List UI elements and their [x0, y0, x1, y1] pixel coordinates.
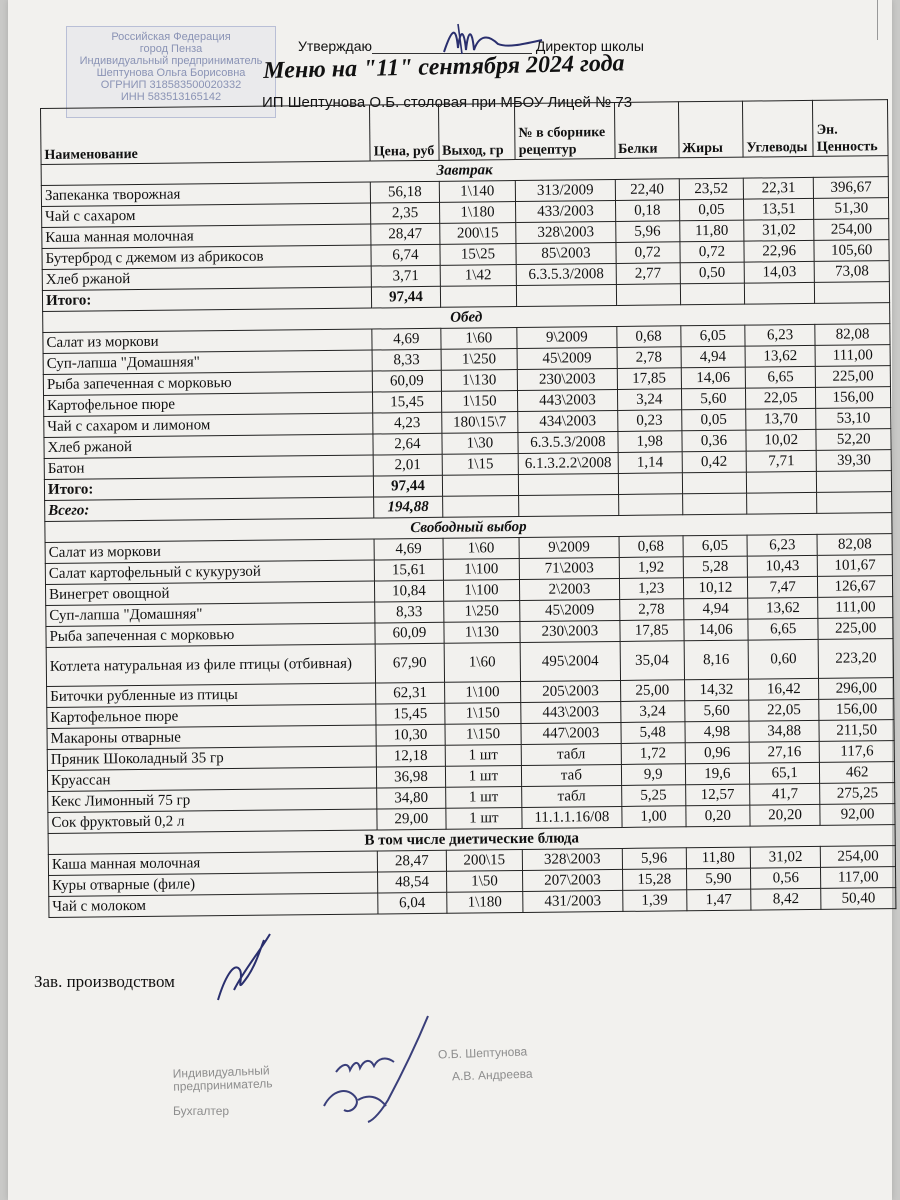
recipe-no-cell: 447\2003 — [521, 722, 621, 744]
empty-cell — [817, 471, 892, 493]
protein-cell: 1,23 — [619, 578, 683, 600]
yield-cell: 200\15 — [439, 223, 516, 245]
dish-name-cell: Картофельное пюре — [44, 392, 373, 416]
empty-cell — [517, 284, 617, 306]
recipe-no-cell: 45\2009 — [520, 599, 620, 621]
empty-cell — [618, 494, 682, 516]
protein-cell: 17,85 — [619, 620, 683, 642]
protein-cell: 3,24 — [617, 389, 681, 411]
yield-cell: 1\180 — [446, 891, 523, 913]
energy-cell: 396,67 — [814, 177, 889, 199]
recipe-no-cell: 6.3.5.3/2008 — [516, 263, 616, 285]
dish-name-cell: Каша манная молочная — [42, 224, 371, 248]
energy-cell: 225,00 — [818, 618, 893, 640]
energy-cell: 225,00 — [816, 366, 891, 388]
price-cell: 34,80 — [377, 787, 446, 809]
empty-cell — [682, 493, 746, 515]
dish-name-cell: Суп-лапша "Домашняя" — [46, 602, 375, 626]
total-label: Итого: — [42, 287, 371, 311]
dish-name-cell: Рыба запеченная с морковью — [43, 371, 372, 395]
fat-cell: 11,80 — [679, 220, 743, 242]
dish-name-cell: Винегрет овощной — [45, 581, 374, 605]
fat-cell: 5,90 — [686, 868, 750, 890]
dish-name-cell: Каша манная молочная — [48, 851, 377, 875]
director-label: Директор школы — [535, 38, 644, 54]
yield-cell: 1\42 — [440, 265, 517, 287]
total-label: Итого: — [44, 476, 373, 500]
fat-cell: 0,72 — [680, 241, 744, 263]
recipe-no-cell: 9\2009 — [519, 536, 619, 558]
carbs-cell: 10,43 — [747, 555, 818, 577]
page-edge — [877, 0, 878, 40]
total-value: 194,88 — [374, 496, 443, 518]
empty-cell — [616, 284, 680, 306]
yield-cell: 1\130 — [441, 370, 518, 392]
protein-cell: 5,96 — [622, 848, 686, 870]
dish-name-cell: Салат из моркови — [45, 539, 374, 563]
yield-cell: 1\130 — [444, 622, 521, 644]
dish-name-cell: Суп-лапша "Домашняя" — [43, 350, 372, 374]
protein-cell: 25,00 — [620, 680, 684, 702]
stamp-line: город Пенза — [139, 43, 203, 55]
protein-cell: 0,72 — [616, 242, 680, 264]
dish-name-cell: Запеканка творожная — [41, 182, 370, 206]
yield-cell: 1\140 — [439, 181, 516, 203]
yield-cell: 1\250 — [443, 601, 520, 623]
carbs-cell: 22,31 — [743, 177, 814, 199]
dish-name-cell: Хлеб ржаной — [42, 266, 371, 290]
carbs-cell: 6,65 — [748, 618, 819, 640]
yield-cell: 1 шт — [445, 765, 522, 787]
fat-cell: 0,36 — [682, 430, 746, 452]
energy-cell: 296,00 — [819, 678, 894, 700]
yield-cell: 1 шт — [445, 807, 522, 829]
fat-cell: 23,52 — [679, 178, 743, 200]
dish-name-cell: Салат из моркови — [43, 329, 372, 353]
dish-name-cell: Котлета натуральная из филе птицы (отбивная) — [46, 644, 376, 686]
price-cell: 10,30 — [376, 724, 445, 746]
price-cell: 2,35 — [371, 202, 440, 224]
footer-signatures — [308, 1010, 438, 1130]
recipe-no-cell: табл — [521, 743, 621, 765]
energy-cell: 111,00 — [815, 345, 890, 367]
energy-cell: 462 — [820, 762, 895, 784]
protein-cell: 0,68 — [619, 536, 683, 558]
fat-cell: 1,47 — [687, 889, 751, 911]
yield-cell: 1\50 — [446, 870, 523, 892]
dish-name-cell: Биточки рубленные из птицы — [47, 683, 376, 707]
price-cell: 6,04 — [378, 892, 447, 914]
dish-name-cell: Батон — [44, 455, 373, 479]
price-cell: 28,47 — [378, 850, 447, 872]
recipe-no-cell: 230\2003 — [517, 368, 617, 390]
dish-name-cell: Макароны отварные — [47, 725, 376, 749]
yield-cell: 1\150 — [441, 391, 518, 413]
menu-table-body — [41, 156, 896, 918]
price-cell: 60,09 — [375, 622, 444, 644]
recipe-no-cell: 434\2003 — [518, 410, 618, 432]
price-cell: 8,33 — [372, 349, 441, 371]
protein-cell: 3,24 — [620, 701, 684, 723]
stamp-line: Российская Федерация — [111, 31, 231, 43]
energy-cell: 105,60 — [814, 240, 889, 262]
carbs-cell: 0,56 — [750, 867, 821, 889]
dish-name-cell: Рыба запеченная с морковью — [46, 623, 375, 647]
carbs-cell: 20,20 — [750, 804, 821, 826]
recipe-no-cell: 6.1.3.2.2\2008 — [518, 452, 618, 474]
price-cell: 10,84 — [375, 580, 444, 602]
empty-cell — [682, 472, 746, 494]
fat-cell: 0,96 — [685, 742, 749, 764]
protein-cell: 5,48 — [621, 722, 685, 744]
carbs-cell: 10,02 — [746, 429, 817, 451]
carbs-cell: 31,02 — [750, 846, 821, 868]
dish-name-cell: Бутерброд с джемом из абрикосов — [42, 245, 371, 269]
recipe-no-cell: табл — [522, 785, 622, 807]
price-cell: 15,61 — [375, 559, 444, 581]
recipe-no-cell: 207\2003 — [523, 869, 623, 891]
protein-cell: 5,96 — [615, 221, 679, 243]
energy-cell: 82,08 — [815, 324, 890, 346]
fat-cell: 8,16 — [684, 640, 749, 680]
carbs-cell: 8,42 — [751, 888, 822, 910]
fat-cell: 0,20 — [686, 805, 750, 827]
carbs-cell: 6,23 — [745, 324, 816, 346]
yield-cell: 1\100 — [444, 681, 521, 703]
fat-cell: 5,28 — [683, 556, 747, 578]
protein-cell: 0,23 — [617, 410, 681, 432]
price-cell: 2,01 — [373, 454, 442, 476]
carbs-cell: 0,60 — [748, 639, 819, 679]
empty-cell — [519, 473, 619, 495]
recipe-no-cell: 443\2003 — [518, 389, 618, 411]
energy-cell: 50,40 — [821, 888, 896, 910]
recipe-no-cell: 9\2009 — [517, 326, 617, 348]
fat-cell: 14,06 — [681, 367, 745, 389]
recipe-no-cell: 313/2009 — [515, 179, 615, 201]
yield-cell: 1\100 — [443, 580, 520, 602]
carbs-cell: 34,88 — [749, 720, 820, 742]
protein-cell: 1,00 — [621, 806, 685, 828]
price-cell: 3,71 — [371, 265, 440, 287]
ip-name: О.Б. Шептунова — [437, 1044, 528, 1062]
dish-name-cell: Картофельное пюре — [47, 704, 376, 728]
recipe-no-cell: 45\2009 — [517, 347, 617, 369]
yield-cell: 200\15 — [446, 849, 523, 871]
col-header-energy: Эн. Ценность — [813, 100, 888, 157]
section-title: Обед — [43, 303, 890, 333]
fat-cell: 11,80 — [686, 847, 750, 869]
protein-cell: 1,14 — [618, 452, 682, 474]
price-cell: 2,64 — [373, 433, 442, 455]
fat-cell: 0,05 — [681, 409, 745, 431]
protein-cell: 0,18 — [615, 200, 679, 222]
empty-cell — [618, 473, 682, 495]
protein-cell: 5,25 — [621, 785, 685, 807]
energy-cell: 117,00 — [821, 867, 896, 889]
recipe-no-cell: 431/2003 — [523, 890, 623, 912]
price-cell: 4,23 — [373, 412, 442, 434]
price-cell: 60,09 — [373, 370, 442, 392]
empty-cell — [815, 282, 890, 304]
energy-cell: 53,10 — [816, 408, 891, 430]
fat-cell: 6,05 — [681, 325, 745, 347]
price-cell: 6,74 — [371, 244, 440, 266]
carbs-cell: 14,03 — [744, 261, 815, 283]
dish-name-cell: Чай с сахаром — [42, 203, 371, 227]
total-value: 97,44 — [372, 286, 441, 308]
ip-label-line: Индивидуальный — [172, 1063, 270, 1081]
energy-cell: 223,20 — [818, 639, 893, 679]
dish-name-cell: Пряник Шоколадный 35 гр — [47, 746, 376, 770]
manager-signature — [204, 930, 284, 1010]
price-cell: 8,33 — [375, 601, 444, 623]
fat-cell: 4,98 — [685, 721, 749, 743]
carbs-cell: 65,1 — [749, 762, 820, 784]
carbs-cell: 31,02 — [744, 219, 815, 241]
price-cell: 12,18 — [376, 745, 445, 767]
dish-name-cell: Сок фруктовый 0,2 л — [48, 809, 377, 833]
yield-cell: 1\15 — [442, 454, 519, 476]
empty-cell — [442, 475, 519, 497]
company-stamp — [66, 26, 276, 118]
yield-cell: 1\100 — [443, 559, 520, 581]
energy-cell: 211,50 — [819, 720, 894, 742]
protein-cell: 22,40 — [615, 179, 679, 201]
protein-cell: 15,28 — [622, 869, 686, 891]
empty-cell — [519, 494, 619, 516]
fat-cell: 0,50 — [680, 262, 744, 284]
dish-name-cell: Круассан — [47, 767, 376, 791]
carbs-cell: 22,05 — [749, 699, 820, 721]
carbs-cell: 41,7 — [750, 783, 821, 805]
protein-cell: 2,78 — [619, 599, 683, 621]
energy-cell: 101,67 — [818, 555, 893, 577]
stamp-line: Индивидуальный предприниматель — [79, 55, 263, 67]
carbs-cell: 6,23 — [747, 534, 818, 556]
recipe-no-cell: 11.1.1.16/08 — [522, 806, 622, 828]
recipe-no-cell: 6.3.5.3/2008 — [518, 431, 618, 453]
dish-name-cell: Куры отварные (филе) — [49, 872, 378, 896]
dish-name-cell: Салат картофельный с кукурузой — [45, 560, 374, 584]
energy-cell: 254,00 — [814, 219, 889, 241]
protein-cell: 1,72 — [621, 743, 685, 765]
price-cell: 4,69 — [374, 538, 443, 560]
fat-cell: 0,42 — [682, 451, 746, 473]
carbs-cell: 7,47 — [747, 576, 818, 598]
carbs-cell: 6,65 — [745, 366, 816, 388]
protein-cell: 0,68 — [616, 326, 680, 348]
yield-cell: 1\150 — [445, 723, 522, 745]
energy-cell: 126,67 — [818, 576, 893, 598]
empty-cell — [817, 492, 892, 514]
dish-name-cell: Кекс Лимонный 75 гр — [48, 788, 377, 812]
fat-cell: 19,6 — [685, 763, 749, 785]
yield-cell: 1\60 — [444, 642, 521, 682]
total-label: Всего: — [45, 497, 374, 521]
energy-cell: 117,6 — [820, 741, 895, 763]
recipe-no-cell: 328\2003 — [516, 221, 616, 243]
carbs-cell: 13,70 — [746, 408, 817, 430]
energy-cell: 73,08 — [815, 261, 890, 283]
section-title: Свободный выбор — [45, 513, 892, 543]
production-manager-label: Зав. производством — [34, 972, 175, 991]
price-cell: 28,47 — [371, 223, 440, 245]
col-header-protein: Белки — [614, 102, 679, 159]
recipe-no-cell: 230\2003 — [520, 620, 620, 642]
stamp-line: ОГРНИП 318583500020332 — [100, 79, 242, 91]
col-header-yield: Выход, гр — [438, 104, 515, 161]
recipe-no-cell: таб — [522, 764, 622, 786]
col-header-price: Цена, руб — [370, 104, 439, 161]
col-header-carbs: Углеводы — [742, 100, 813, 157]
empty-cell — [442, 496, 519, 518]
protein-cell: 1,92 — [619, 557, 683, 579]
protein-cell: 9,9 — [621, 764, 685, 786]
yield-cell: 1 шт — [445, 786, 522, 808]
fat-cell: 4,94 — [681, 346, 745, 368]
stamp-line: ИНН 583513165142 — [120, 91, 222, 103]
yield-cell: 1\150 — [444, 702, 521, 724]
page-subtitle: ИП Шептунова О.Б. столовая при МБОУ Лицей № 73 — [262, 94, 633, 111]
col-header-fat: Жиры — [678, 101, 743, 158]
fat-cell: 14,32 — [684, 679, 748, 701]
energy-cell: 92,00 — [820, 804, 895, 826]
recipe-no-cell: 495\2004 — [520, 641, 620, 681]
yield-cell: 1 шт — [445, 744, 522, 766]
energy-cell: 51,30 — [814, 198, 889, 220]
protein-cell: 2,78 — [617, 347, 681, 369]
accountant-name: А.В. Андреева — [451, 1066, 533, 1084]
protein-cell: 1,98 — [618, 431, 682, 453]
carbs-cell: 27,16 — [749, 741, 820, 763]
fat-cell: 0,05 — [679, 199, 743, 221]
recipe-no-cell: 2\2003 — [520, 578, 620, 600]
energy-cell: 156,00 — [819, 699, 894, 721]
section-title: В том числе диетические блюда — [48, 825, 895, 855]
menu-table — [40, 99, 896, 918]
empty-cell — [747, 492, 818, 514]
empty-cell — [746, 471, 817, 493]
recipe-no-cell: 328\2003 — [522, 848, 622, 870]
yield-cell: 1\60 — [443, 538, 520, 560]
price-cell: 15,45 — [376, 703, 445, 725]
section-title: Завтрак — [41, 156, 888, 186]
energy-cell: 275,25 — [820, 783, 895, 805]
recipe-no-cell: 443\2003 — [521, 701, 621, 723]
yield-cell: 1\30 — [442, 433, 519, 455]
carbs-cell: 22,05 — [745, 387, 816, 409]
price-cell: 48,54 — [378, 871, 447, 893]
carbs-cell: 7,71 — [746, 450, 817, 472]
energy-cell: 156,00 — [816, 387, 891, 409]
price-cell: 4,69 — [372, 328, 441, 350]
price-cell: 36,98 — [377, 766, 446, 788]
stamp-line: Шептунова Ольга Борисовна — [96, 67, 246, 79]
empty-cell — [744, 282, 815, 304]
empty-cell — [680, 283, 744, 305]
ip-label-line: предприниматель — [172, 1076, 273, 1094]
yield-cell: 15\25 — [440, 244, 517, 266]
protein-cell: 2,77 — [616, 263, 680, 285]
price-cell: 62,31 — [376, 682, 445, 704]
approval-label: Утверждаю — [298, 38, 372, 54]
yield-cell: 1\180 — [439, 202, 516, 224]
carbs-cell: 13,51 — [743, 198, 814, 220]
protein-cell: 17,85 — [617, 368, 681, 390]
document-sheet — [8, 0, 892, 1200]
dish-name-cell: Чай с молоком — [49, 893, 378, 917]
total-value: 97,44 — [374, 475, 443, 497]
carbs-cell: 13,62 — [745, 345, 816, 367]
dish-name-cell: Чай с сахаром и лимоном — [44, 413, 373, 437]
energy-cell: 52,20 — [816, 429, 891, 451]
yield-cell: 1\60 — [440, 328, 517, 350]
carbs-cell: 16,42 — [748, 678, 819, 700]
yield-cell: 180\15\7 — [441, 412, 518, 434]
yield-cell: 1\250 — [441, 349, 518, 371]
protein-cell: 35,04 — [620, 641, 685, 681]
page-title: Меню на "11" сентября 2024 года — [263, 50, 625, 84]
carbs-cell: 13,62 — [748, 597, 819, 619]
price-cell: 29,00 — [377, 808, 446, 830]
recipe-no-cell: 205\2003 — [521, 680, 621, 702]
price-cell: 67,90 — [375, 643, 444, 683]
fat-cell: 4,94 — [683, 598, 747, 620]
fat-cell: 10,12 — [683, 577, 747, 599]
accountant-label: Бухгалтер — [173, 1104, 230, 1118]
energy-cell: 111,00 — [818, 597, 893, 619]
energy-cell: 254,00 — [821, 846, 896, 868]
menu-table-wrap — [40, 99, 896, 918]
energy-cell: 39,30 — [817, 450, 892, 472]
recipe-no-cell: 433/2003 — [516, 200, 616, 222]
col-header-name: Наименование — [41, 105, 371, 164]
carbs-cell: 22,96 — [744, 240, 815, 262]
empty-cell — [440, 286, 517, 308]
fat-cell: 5,60 — [685, 700, 749, 722]
energy-cell: 82,08 — [817, 534, 892, 556]
fat-cell: 6,05 — [683, 535, 747, 557]
price-cell: 15,45 — [373, 391, 442, 413]
price-cell: 56,18 — [371, 181, 440, 203]
protein-cell: 1,39 — [622, 890, 686, 912]
recipe-no-cell: 71\2003 — [519, 557, 619, 579]
fat-cell: 14,06 — [684, 619, 748, 641]
recipe-no-cell: 85\2003 — [516, 242, 616, 264]
fat-cell: 12,57 — [685, 784, 749, 806]
col-header-recipe: № в сборнике рецептур — [515, 102, 615, 159]
fat-cell: 5,60 — [681, 388, 745, 410]
ip-label — [173, 1064, 273, 1093]
dish-name-cell: Хлеб ржаной — [44, 434, 373, 458]
